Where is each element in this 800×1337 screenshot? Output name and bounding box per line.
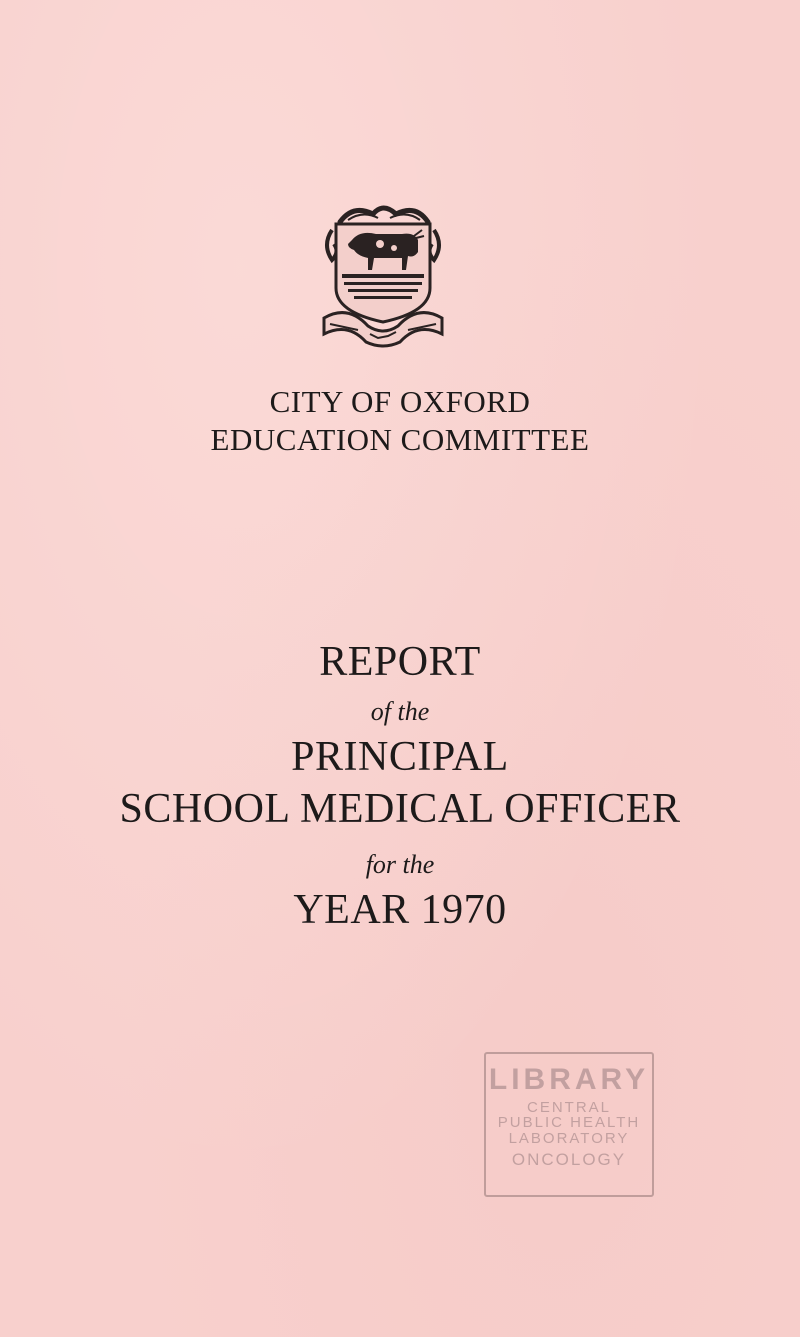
stamp-line: PUBLIC HEALTH — [497, 1114, 641, 1132]
city-name: CITY OF OXFORD — [269, 384, 531, 419]
report-year: YEAR 1970 — [293, 887, 507, 933]
library-stamp — [484, 1052, 654, 1197]
stamp-line: ONCOLOGY — [511, 1149, 627, 1169]
stamp-line: LABORATORY — [508, 1130, 630, 1147]
committee-name: EDUCATION COMMITTEE — [210, 422, 590, 457]
principal-title: PRINCIPAL — [291, 734, 509, 780]
report-title: REPORT — [319, 639, 481, 685]
stamp-line: LIBRARY — [488, 1063, 650, 1096]
stamp-line: CENTRAL — [526, 1098, 611, 1116]
officer-title: SCHOOL MEDICAL OFFICER — [119, 786, 681, 832]
oxford-crest-icon — [318, 200, 448, 350]
of-the-text: of the — [370, 697, 430, 726]
for-the-text: for the — [365, 850, 435, 879]
